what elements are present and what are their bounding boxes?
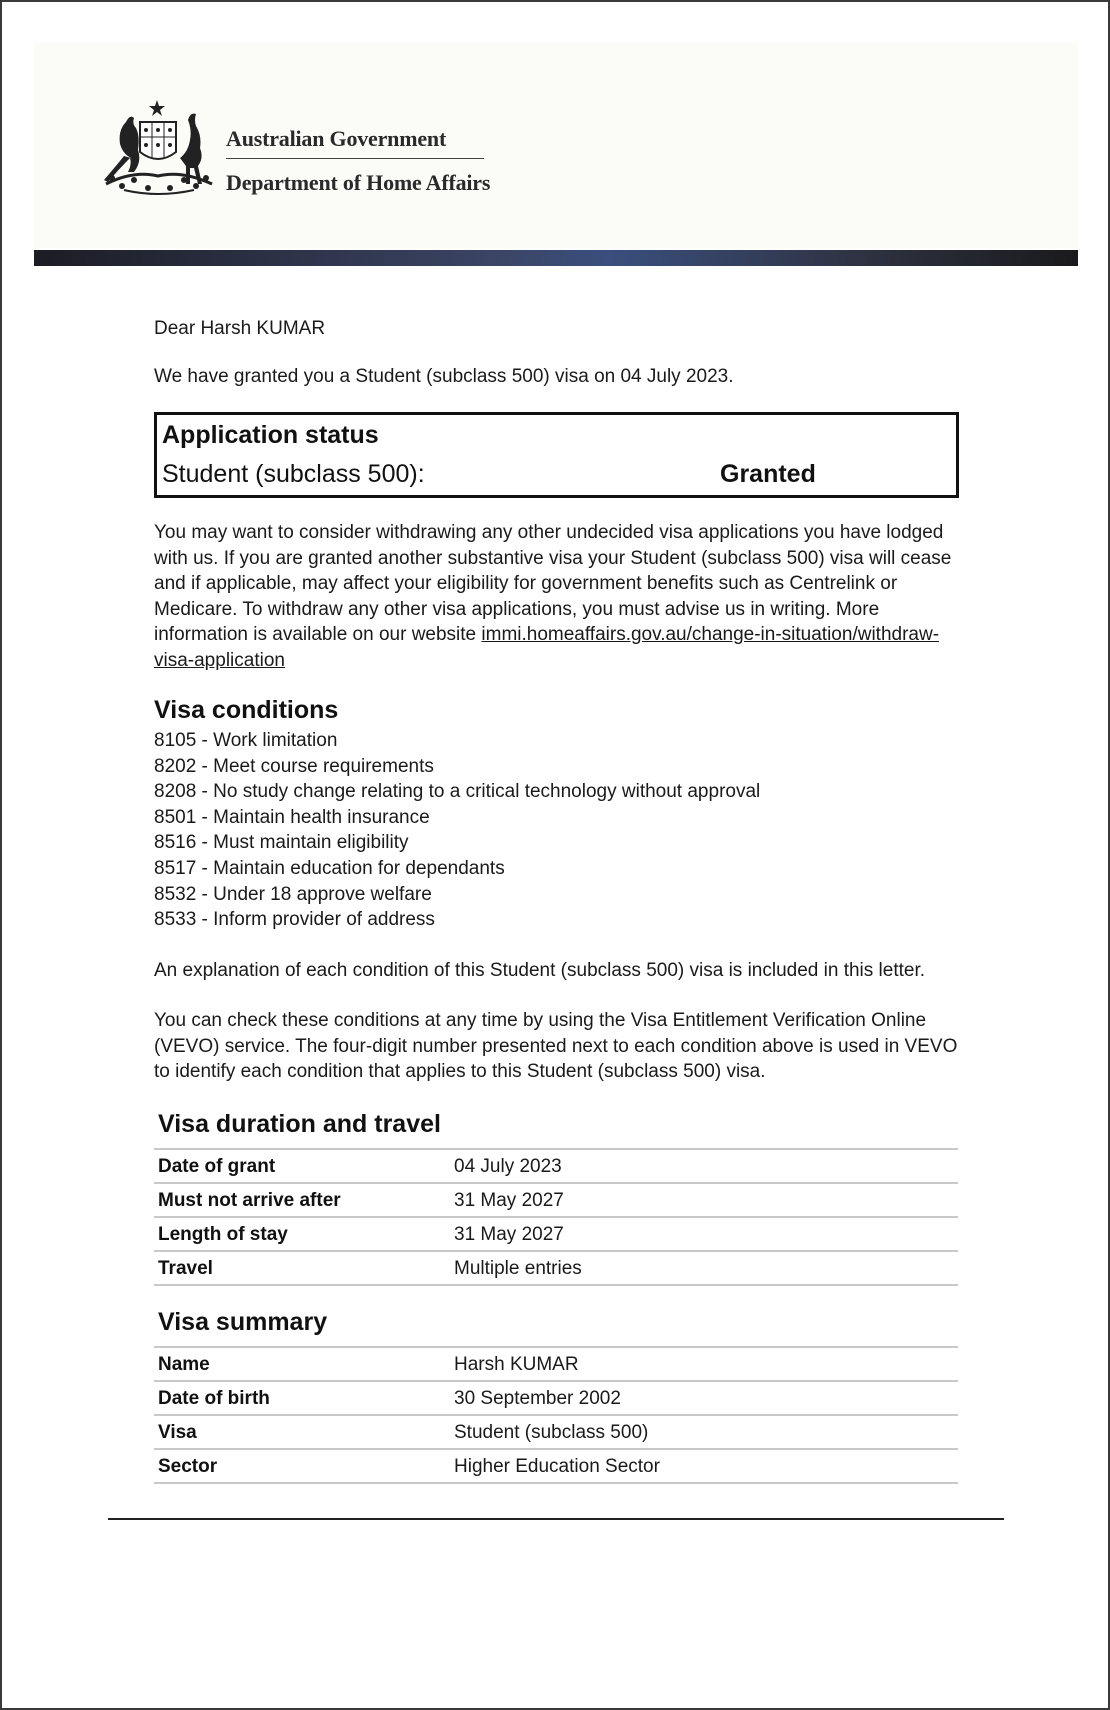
condition-item: 8532 - Under 18 approve welfare	[154, 883, 432, 905]
row-label: Name	[154, 1347, 450, 1381]
coat-of-arms-icon	[94, 100, 224, 200]
status-title: Application status	[162, 421, 379, 449]
row-label: Travel	[154, 1251, 450, 1285]
condition-item: 8202 - Meet course requirements	[154, 755, 434, 777]
condition-item: 8516 - Must maintain eligibility	[154, 832, 409, 854]
row-value: Harsh KUMAR	[450, 1347, 958, 1381]
grant-statement: We have granted you a Student (subclass 500) visa on 04 July 2023.	[154, 366, 734, 387]
condition-item: 8533 - Inform provider of address	[154, 909, 435, 931]
duration-table	[154, 1148, 958, 1286]
conditions-list	[154, 728, 760, 933]
table-row	[154, 1217, 958, 1251]
duration-heading: Visa duration and travel	[158, 1110, 441, 1138]
status-value: Granted	[720, 460, 816, 488]
row-label: Length of stay	[154, 1217, 450, 1251]
withdraw-notice	[154, 520, 962, 673]
row-label: Date of grant	[154, 1149, 450, 1183]
vevo-notice: You can check these conditions at any time by using the Visa Entitlement Verification Online (VEVO) service. The four-digit number presented next to each condition above is used in VEVO to identify each condition that applies to this Student (subclass 500) visa.	[154, 1010, 958, 1082]
government-name: Australian Government	[226, 126, 447, 151]
table-row	[154, 1149, 958, 1183]
conditions-explanation: An explanation of each condition of this Student (subclass 500) visa is included in this letter.	[154, 960, 926, 981]
department-name: Department of Home Affairs	[226, 170, 491, 195]
row-label: Must not arrive after	[154, 1183, 450, 1217]
summary-heading: Visa summary	[158, 1308, 328, 1336]
table-row	[154, 1251, 958, 1285]
letterhead-divider	[226, 158, 484, 159]
row-label: Sector	[154, 1449, 450, 1483]
header-color-bar	[34, 250, 1078, 266]
letterhead	[34, 42, 1078, 248]
conditions-heading: Visa conditions	[154, 696, 339, 724]
condition-item: 8517 - Maintain education for dependants	[154, 857, 505, 879]
status-label: Student (subclass 500):	[162, 460, 425, 488]
application-status-box	[154, 412, 959, 498]
withdraw-link[interactable]: immi.homeaffairs.gov.au/change-in-situation/withdraw-visa-application	[154, 624, 940, 671]
condition-item: 8105 - Work limitation	[154, 730, 338, 751]
table-row	[154, 1347, 958, 1381]
row-value: Higher Education Sector	[450, 1449, 958, 1483]
condition-item: 8208 - No study change relating to a critical technology without approval	[154, 781, 761, 803]
summary-table	[154, 1346, 958, 1484]
table-row	[154, 1449, 958, 1483]
salutation: Dear Harsh KUMAR	[154, 318, 326, 339]
row-value: 30 September 2002	[450, 1381, 958, 1415]
table-row	[154, 1415, 958, 1449]
row-label: Date of birth	[154, 1381, 450, 1415]
row-value: Multiple entries	[450, 1251, 958, 1285]
table-row	[154, 1381, 958, 1415]
table-row	[154, 1183, 958, 1217]
row-value: 31 May 2027	[450, 1217, 958, 1251]
row-value: Student (subclass 500)	[450, 1415, 958, 1449]
withdraw-text: You may want to consider withdrawing any other undecided visa applications you have lodged with us. If you are granted another substantive visa your Student (subclass 500) visa will cease and if applicable, may affect your eligibility for government benefits such as Centrelink or Medicare. To withdraw any other visa applications, you must advise us in writing. More information is available on our website	[154, 522, 952, 645]
row-label: Visa	[154, 1415, 450, 1449]
footer-divider	[108, 1518, 1004, 1520]
condition-item: 8501 - Maintain health insurance	[154, 806, 430, 828]
row-value: 31 May 2027	[450, 1183, 958, 1217]
row-value: 04 July 2023	[450, 1149, 958, 1183]
